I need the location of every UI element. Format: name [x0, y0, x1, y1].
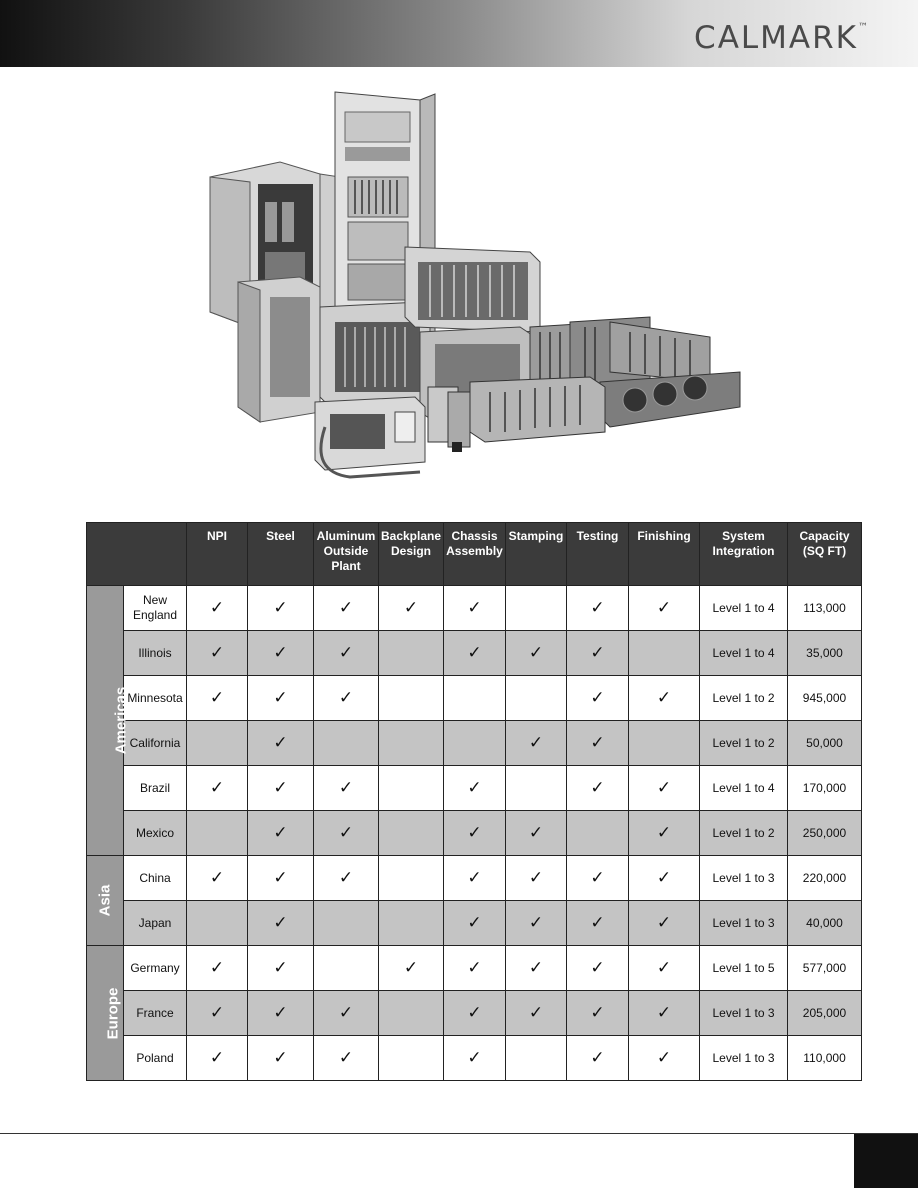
- region-label: [87, 946, 124, 1081]
- location-cell: California: [124, 721, 187, 766]
- trademark-symbol: ™: [858, 22, 868, 33]
- table-row: [87, 856, 862, 901]
- check-icon: ✓: [567, 856, 629, 901]
- column-header: Stamping: [506, 523, 567, 586]
- region-label: [87, 586, 130, 856]
- check-icon: ✓: [444, 901, 506, 946]
- system-integration-cell: Level 1 to 3: [700, 1036, 788, 1081]
- brand-name: CALMARK: [694, 20, 858, 56]
- table-body: [87, 586, 862, 1081]
- system-integration-cell: Level 1 to 4: [700, 766, 788, 811]
- table-row: [87, 991, 862, 1036]
- check-icon: ✓: [248, 766, 314, 811]
- check-icon: ✓: [314, 856, 379, 901]
- check-icon: ✓: [567, 721, 629, 766]
- check-icon: ✓: [506, 856, 567, 901]
- capacity-cell: 205,000: [788, 991, 862, 1036]
- check-icon: ✓: [629, 901, 700, 946]
- power-module-image: [428, 387, 470, 452]
- check-icon: ✓: [629, 946, 700, 991]
- empty-cell: [379, 856, 444, 901]
- region-name: Americas: [112, 686, 130, 755]
- check-icon: ✓: [629, 991, 700, 1036]
- empty-cell: [506, 586, 567, 631]
- empty-cell: [567, 811, 629, 856]
- check-icon: ✓: [506, 811, 567, 856]
- region-name: Asia: [96, 884, 114, 917]
- location-cell: France: [124, 991, 187, 1036]
- region-label: [87, 856, 124, 946]
- check-icon: ✓: [629, 1036, 700, 1081]
- column-header: Chassis Assembly: [444, 523, 506, 586]
- check-icon: ✓: [444, 946, 506, 991]
- check-icon: ✓: [248, 901, 314, 946]
- check-icon: ✓: [248, 946, 314, 991]
- check-icon: ✓: [187, 676, 248, 721]
- capacity-cell: 220,000: [788, 856, 862, 901]
- column-header: Finishing: [629, 523, 700, 586]
- check-icon: ✓: [314, 766, 379, 811]
- empty-cell: [444, 676, 506, 721]
- system-integration-cell: Level 1 to 4: [700, 586, 788, 631]
- region-name: Europe: [104, 987, 122, 1039]
- empty-cell: [379, 1036, 444, 1081]
- check-icon: ✓: [187, 1036, 248, 1081]
- check-icon: ✓: [444, 811, 506, 856]
- system-integration-cell: Level 1 to 3: [700, 901, 788, 946]
- location-cell: New England: [124, 586, 187, 631]
- check-icon: ✓: [629, 856, 700, 901]
- location-cell: Mexico: [124, 811, 187, 856]
- empty-cell: [314, 721, 379, 766]
- check-icon: ✓: [567, 676, 629, 721]
- check-icon: ✓: [248, 586, 314, 631]
- check-icon: ✓: [314, 586, 379, 631]
- empty-cell: [629, 721, 700, 766]
- brand-logo: [694, 20, 868, 56]
- check-icon: ✓: [444, 1036, 506, 1081]
- check-icon: ✓: [506, 991, 567, 1036]
- empty-cell: [379, 631, 444, 676]
- capabilities-table: [86, 522, 862, 1081]
- check-icon: ✓: [248, 1036, 314, 1081]
- check-icon: ✓: [567, 991, 629, 1036]
- empty-cell: [379, 901, 444, 946]
- header-blank: [87, 523, 187, 586]
- empty-cell: [379, 811, 444, 856]
- table-row: [87, 721, 862, 766]
- empty-cell: [187, 901, 248, 946]
- check-icon: ✓: [629, 586, 700, 631]
- check-icon: ✓: [567, 766, 629, 811]
- column-header: NPI: [187, 523, 248, 586]
- table-row: [87, 766, 862, 811]
- check-icon: ✓: [314, 811, 379, 856]
- empty-cell: [187, 721, 248, 766]
- check-icon: ✓: [187, 631, 248, 676]
- header-bar: [0, 0, 918, 67]
- check-icon: ✓: [444, 586, 506, 631]
- check-icon: ✓: [314, 991, 379, 1036]
- capacity-cell: 40,000: [788, 901, 862, 946]
- capacity-cell: 35,000: [788, 631, 862, 676]
- capacity-cell: 50,000: [788, 721, 862, 766]
- capacity-cell: 110,000: [788, 1036, 862, 1081]
- check-icon: ✓: [567, 901, 629, 946]
- capacity-cell: 113,000: [788, 586, 862, 631]
- check-icon: ✓: [444, 991, 506, 1036]
- check-icon: ✓: [248, 811, 314, 856]
- product-photo: [190, 82, 742, 488]
- empty-cell: [314, 946, 379, 991]
- column-header: Backplane Design: [379, 523, 444, 586]
- empty-cell: [379, 991, 444, 1036]
- column-header: System Integration: [700, 523, 788, 586]
- table-row: [87, 676, 862, 721]
- empty-cell: [506, 676, 567, 721]
- table-row: [87, 631, 862, 676]
- column-header: Steel: [248, 523, 314, 586]
- check-icon: ✓: [314, 1036, 379, 1081]
- check-icon: ✓: [187, 946, 248, 991]
- check-icon: ✓: [314, 676, 379, 721]
- table-row: [87, 811, 862, 856]
- empty-cell: [379, 676, 444, 721]
- system-integration-cell: Level 1 to 2: [700, 811, 788, 856]
- location-cell: Germany: [124, 946, 187, 991]
- column-header: Testing: [567, 523, 629, 586]
- page-number-tab: [854, 1134, 918, 1188]
- empty-cell: [444, 721, 506, 766]
- small-enclosure-image: [238, 277, 320, 422]
- check-icon: ✓: [629, 676, 700, 721]
- capacity-cell: 250,000: [788, 811, 862, 856]
- check-icon: ✓: [379, 586, 444, 631]
- empty-cell: [506, 766, 567, 811]
- system-integration-cell: Level 1 to 2: [700, 676, 788, 721]
- check-icon: ✓: [187, 856, 248, 901]
- table-header-row: [87, 523, 862, 586]
- check-icon: ✓: [444, 631, 506, 676]
- empty-cell: [379, 721, 444, 766]
- check-icon: ✓: [567, 631, 629, 676]
- check-icon: ✓: [187, 586, 248, 631]
- system-integration-cell: Level 1 to 5: [700, 946, 788, 991]
- check-icon: ✓: [248, 856, 314, 901]
- check-icon: ✓: [187, 766, 248, 811]
- system-integration-cell: Level 1 to 2: [700, 721, 788, 766]
- capacity-cell: 577,000: [788, 946, 862, 991]
- check-icon: ✓: [187, 991, 248, 1036]
- location-cell: China: [124, 856, 187, 901]
- location-cell: Poland: [124, 1036, 187, 1081]
- check-icon: ✓: [506, 721, 567, 766]
- capacity-cell: 945,000: [788, 676, 862, 721]
- empty-cell: [314, 901, 379, 946]
- check-icon: ✓: [506, 901, 567, 946]
- check-icon: ✓: [629, 811, 700, 856]
- table-row: [87, 586, 862, 631]
- check-icon: ✓: [444, 856, 506, 901]
- footer-divider: [0, 1133, 918, 1134]
- location-cell: Minnesota: [124, 676, 187, 721]
- empty-cell: [506, 1036, 567, 1081]
- capacity-cell: 170,000: [788, 766, 862, 811]
- empty-cell: [379, 766, 444, 811]
- check-icon: ✓: [567, 946, 629, 991]
- location-cell: Japan: [124, 901, 187, 946]
- system-integration-cell: Level 1 to 3: [700, 856, 788, 901]
- column-header: Capacity (SQ FT): [788, 523, 862, 586]
- check-icon: ✓: [248, 631, 314, 676]
- table-row: [87, 901, 862, 946]
- card-cage-image: [405, 247, 540, 332]
- check-icon: ✓: [314, 631, 379, 676]
- check-icon: ✓: [248, 676, 314, 721]
- check-icon: ✓: [379, 946, 444, 991]
- check-icon: ✓: [506, 946, 567, 991]
- check-icon: ✓: [567, 586, 629, 631]
- table-row: [87, 946, 862, 991]
- check-icon: ✓: [629, 766, 700, 811]
- check-icon: ✓: [248, 721, 314, 766]
- column-header: Aluminum Outside Plant: [314, 523, 379, 586]
- location-cell: Brazil: [124, 766, 187, 811]
- check-icon: ✓: [444, 766, 506, 811]
- empty-cell: [629, 631, 700, 676]
- empty-cell: [187, 811, 248, 856]
- card-rack-image: [470, 377, 605, 442]
- check-icon: ✓: [506, 631, 567, 676]
- check-icon: ✓: [567, 1036, 629, 1081]
- system-integration-cell: Level 1 to 4: [700, 631, 788, 676]
- table-row: [87, 1036, 862, 1081]
- location-cell: Illinois: [124, 631, 187, 676]
- check-icon: ✓: [248, 991, 314, 1036]
- system-integration-cell: Level 1 to 3: [700, 991, 788, 1036]
